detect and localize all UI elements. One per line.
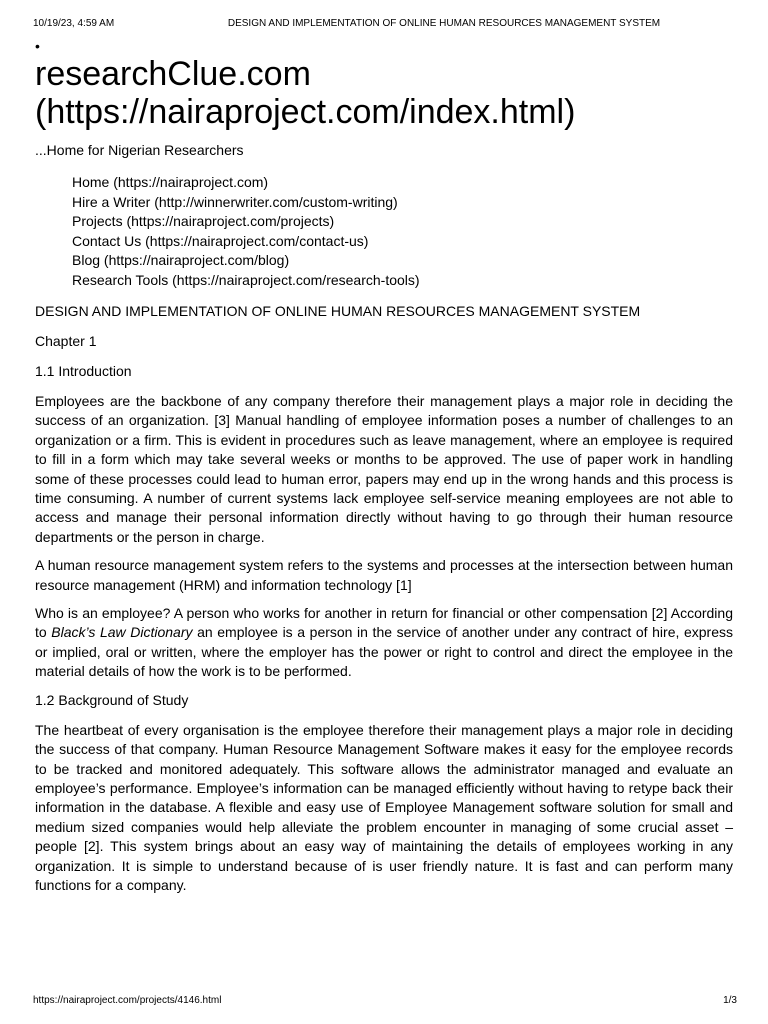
nav-item-research-tools[interactable]: Research Tools (https://nairaproject.com/research-tools) xyxy=(72,271,420,288)
nav-item-projects[interactable]: Projects (https://nairaproject.com/projects) xyxy=(72,213,335,229)
section-heading-introduction: 1.1 Introduction xyxy=(35,363,132,379)
paragraph-introduction: Employees are the backbone of any company therefore their management plays a major role in deciding the success of an organization. [3] Manual handling of employee information poses a number of challenges to an organization or a firm. This is evident in procedures such as leave management, where an employee is required to fill in a form which may take several weeks or months to be approved. The use of paper work in handling some of these processes could lead to human error, papers may end up in the wrong hands and this process is time consuming. A number of current systems lack employee self-service meaning employees are not able to access and manage their personal information directly without having to go through their human resource departments or the person in charge. xyxy=(35,393,733,545)
nav-item-contact[interactable]: Contact Us (https://nairaproject.com/contact-us) xyxy=(72,232,369,249)
paragraph-hrms-definition: A human resource management system refers to the systems and processes at the intersection between human resource management (HRM) and information technology [1] xyxy=(35,557,733,593)
paragraph-background: The heartbeat of every organisation is the employee therefore their management plays a major role in deciding the success of that company. Human Resource Management Software makes it easy for the employee records to be tracked and monitored adequately. This software allows the administrator managed and evaluate an employee’s performance. Employee’s information can be managed efficiently without having to retype back their information in the database. A flexible and easy use of Employee Management software solution for small and medium sized companies would help alleviate the problem encounter in managing of some crucial asset – people [2]. This system brings about an easy way of maintaining the details of employees working in any organization. It is simple to understand because of is user friendly nature. It is fast and can perform many functions for a company. xyxy=(35,721,733,893)
paragraph-employee-definition xyxy=(35,604,733,682)
print-page-number: 1/3 xyxy=(723,995,737,1006)
book-title-italic: Black’s Law Dictionary xyxy=(51,624,193,641)
site-tagline: ...Home for Nigerian Researchers xyxy=(35,142,244,158)
section-heading-background: 1.2 Background of Study xyxy=(35,691,189,708)
nav-item-home[interactable]: Home (https://nairaproject.com) xyxy=(72,174,269,190)
page-content xyxy=(35,37,733,904)
print-header-title: DESIGN AND IMPLEMENTATION OF ONLINE HUMAN RESOURCES MANAGEMENT SYSTEM xyxy=(227,18,661,29)
site-title-link[interactable] xyxy=(35,55,733,131)
site-title-url: (https://nairaproject.com/index.html) xyxy=(35,93,576,131)
print-footer-url: https://nairaproject.com/projects/4146.html xyxy=(33,995,222,1006)
site-title-name: researchClue.com xyxy=(35,55,311,93)
document-title: DESIGN AND IMPLEMENTATION OF ONLINE HUMAN RESOURCES MANAGEMENT SYSTEM xyxy=(35,303,641,319)
paragraph-text-end: an employee is a person in the service of another under any contract of hire, express or implied, oral or written, where the employer has the power or right to control and direct the employee in the material details of how the work is to be performed. xyxy=(35,624,733,680)
nav-item-blog[interactable]: Blog (https://nairaproject.com/blog) xyxy=(72,252,290,268)
paragraph-text-start: Who is an employee? A person who works for another in return for financial or other compensation [2] According to xyxy=(35,605,733,641)
bullet-marker: • xyxy=(35,38,40,54)
chapter-heading: Chapter 1 xyxy=(35,333,97,349)
nav-item-hire-writer[interactable]: Hire a Writer (http://winnerwriter.com/custom-writing) xyxy=(72,193,398,210)
nav-menu xyxy=(72,173,733,290)
print-datetime: 10/19/23, 4:59 AM xyxy=(33,18,115,29)
